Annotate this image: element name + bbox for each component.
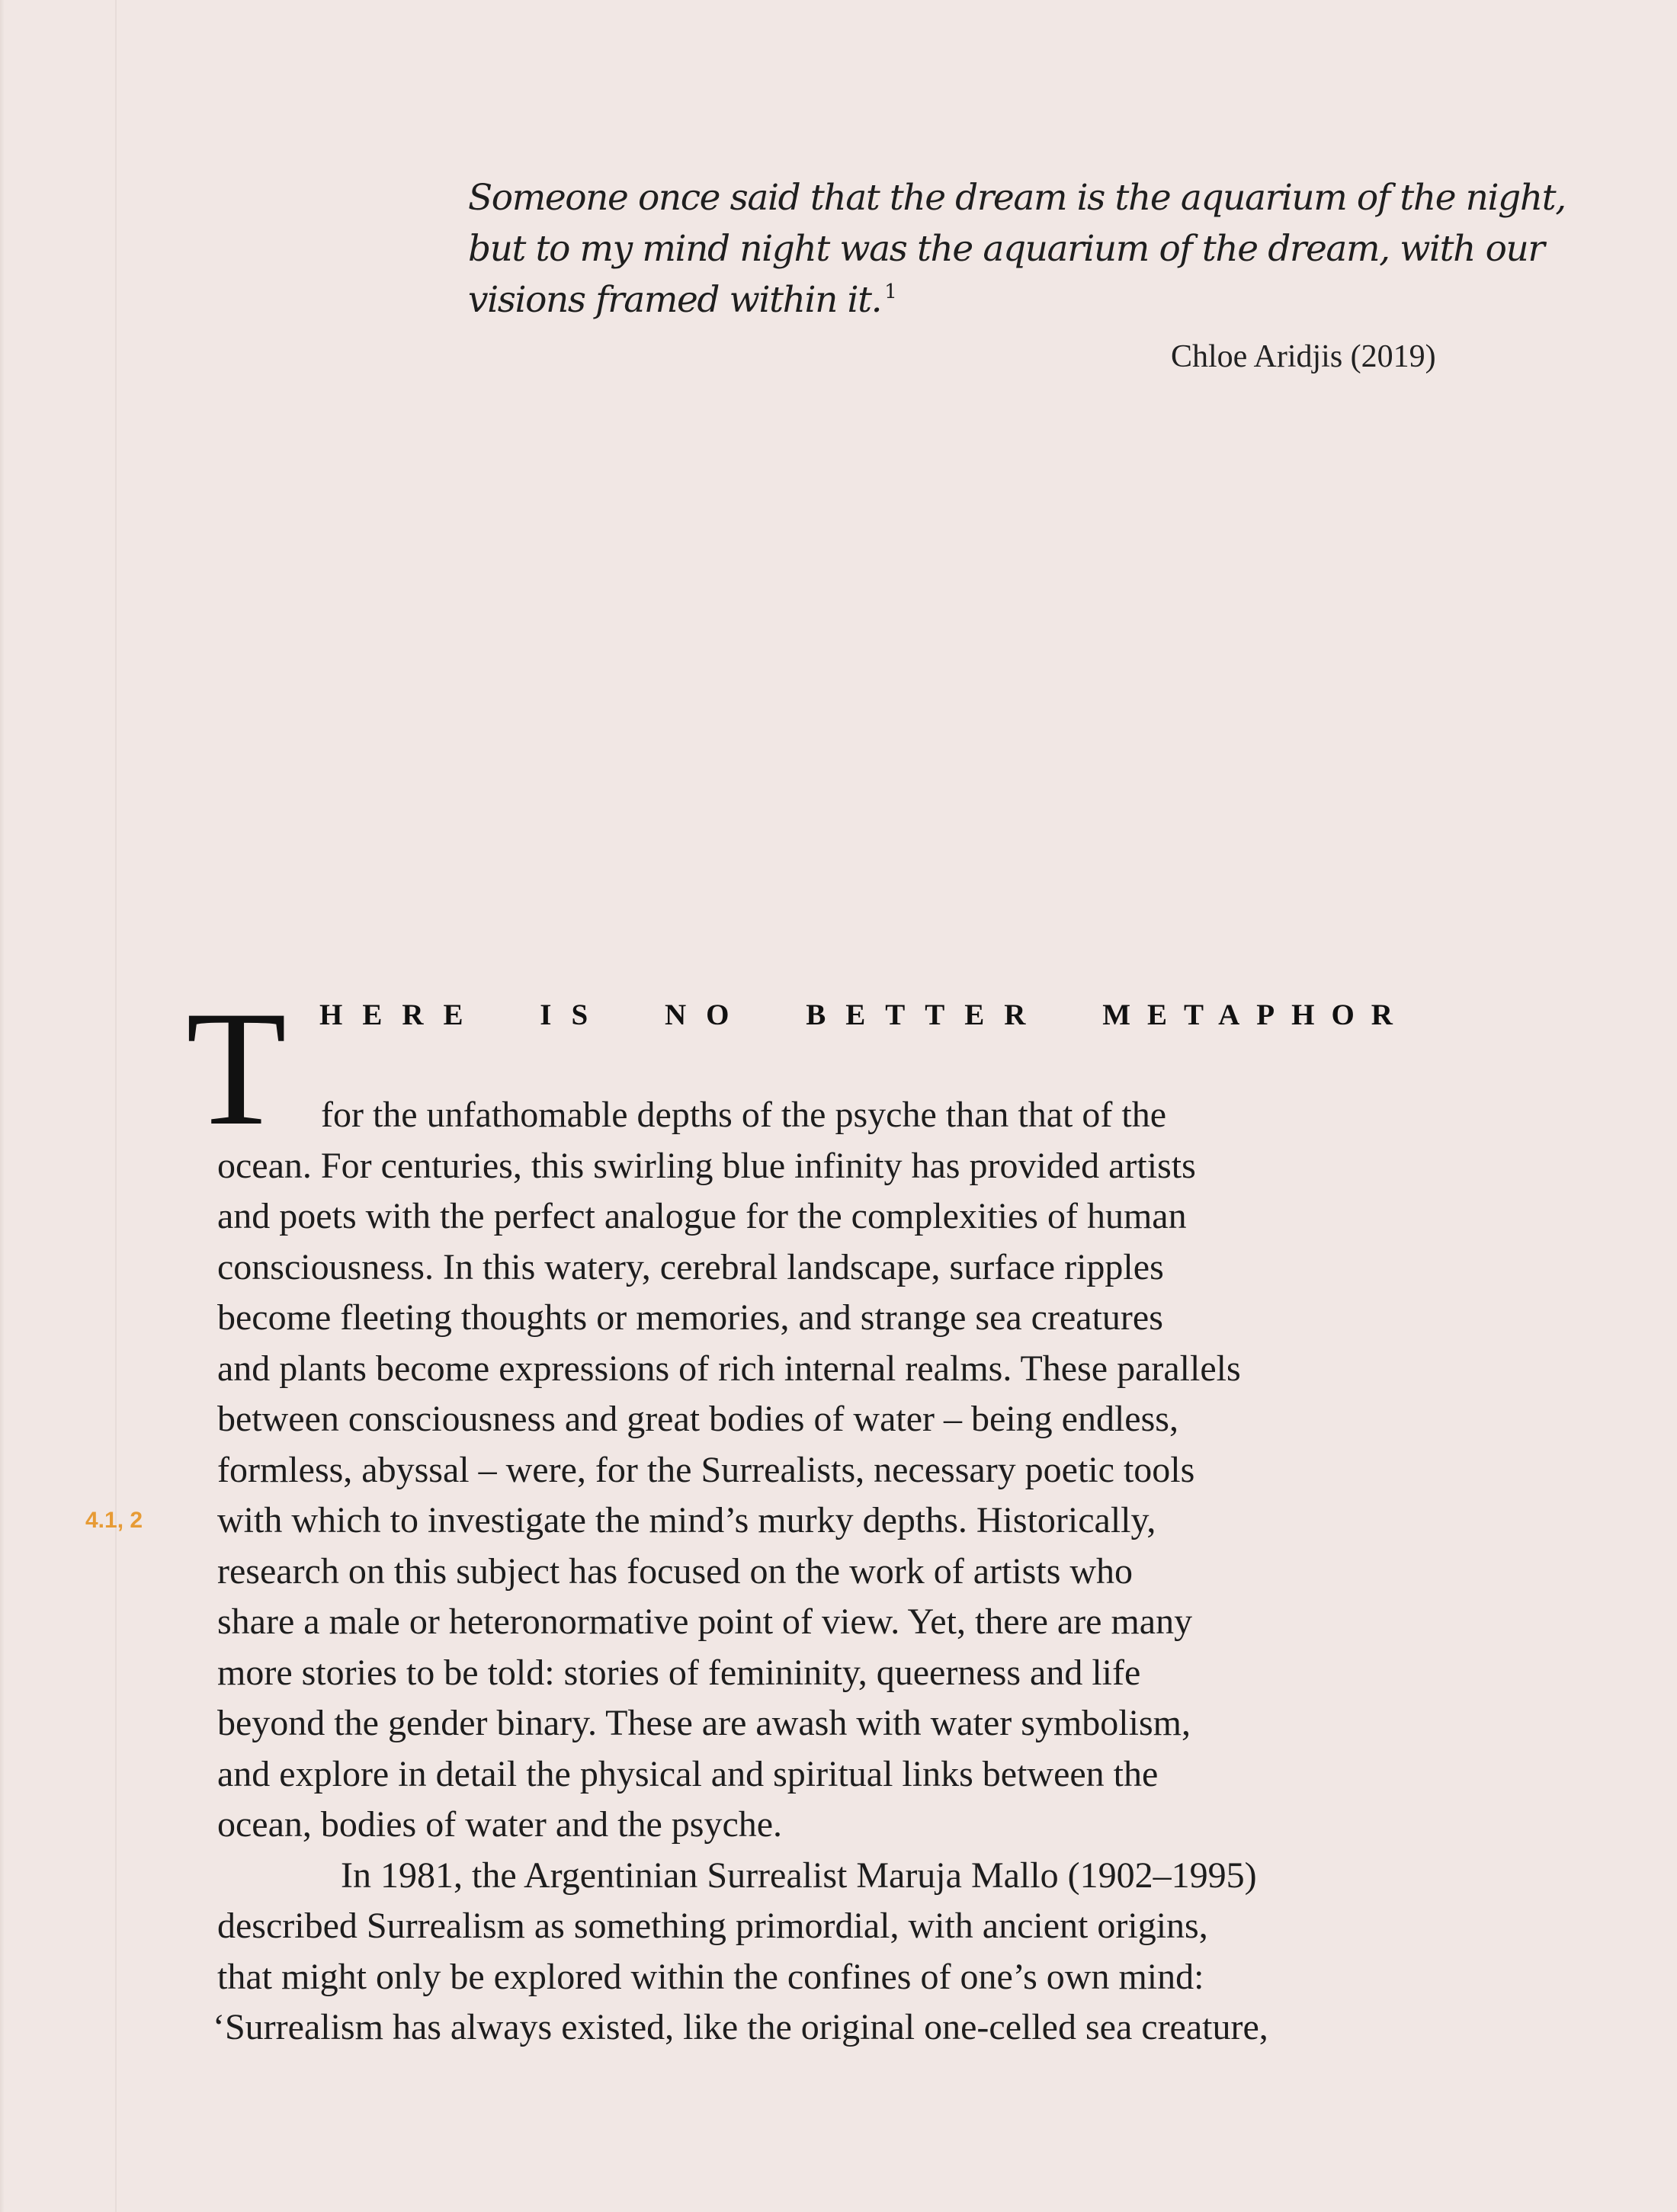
body-line: In 1981, the Argentinian Surrealist Maruja Mallo (1902–1995) xyxy=(341,1855,1257,1896)
lead-word: HERE xyxy=(319,999,483,1031)
epigraph-quote xyxy=(468,172,1566,325)
body-line: share a male or heteronormative point of view. Yet, there are many xyxy=(217,1601,1193,1642)
epigraph-line: but to my mind night was the aquarium of the dream, with our xyxy=(468,228,1544,270)
lead-word: NO xyxy=(664,999,749,1031)
body-line: and poets with the perfect analogue for the complexities of human xyxy=(217,1196,1187,1236)
epigraph-line-text: visions framed within it. xyxy=(468,279,882,321)
body-line: become fleeting thoughts or memories, and strange sea creatures xyxy=(217,1297,1163,1338)
gutter-rule xyxy=(115,0,117,2212)
lead-in-small-caps xyxy=(319,992,1409,1038)
body-line: and plants become expressions of rich internal realms. These parallels xyxy=(217,1348,1241,1389)
body-line: ocean. For centuries, this swirling blue infinity has provided artists xyxy=(217,1145,1196,1186)
body-text xyxy=(213,1090,1467,2053)
margin-cross-reference[interactable]: 4.1, 2 xyxy=(85,1508,143,1533)
body-line: for the unfathomable depths of the psyche than that of the xyxy=(321,1095,1166,1135)
body-line: between consciousness and great bodies of water – being endless, xyxy=(217,1399,1178,1439)
body-line: that might only be explored within the confines of one’s own mind: xyxy=(217,1956,1204,1997)
epigraph-line xyxy=(468,274,1550,325)
body-line: described Surrealism as something primordial, with ancient origins, xyxy=(217,1906,1208,1946)
body-line: consciousness. In this watery, cerebral landscape, surface ripples xyxy=(217,1246,1164,1287)
body-line: ‘Surrealism has always existed, like the original one-celled sea creature, xyxy=(213,2007,1268,2047)
body-line: more stories to be told: stories of femininity, queerness and life xyxy=(217,1652,1141,1693)
page-edge-shade xyxy=(0,0,5,2212)
epigraph-line: Someone once said that the dream is the aquarium of the night, xyxy=(468,177,1566,219)
body-line: formless, abyssal – were, for the Surrealists, necessary poetic tools xyxy=(217,1449,1195,1490)
body-line: with which to investigate the mind’s murky depths. Historically, xyxy=(217,1500,1156,1540)
body-line: research on this subject has focused on the work of artists who xyxy=(217,1550,1133,1592)
footnote-marker[interactable]: 1 xyxy=(884,281,896,303)
epigraph-attribution: Chloe Aridjis (2019) xyxy=(1171,339,1436,374)
lead-word: METAPHOR xyxy=(1102,999,1409,1031)
body-line: beyond the gender binary. These are awash with water symbolism, xyxy=(217,1703,1191,1743)
drop-cap: T xyxy=(186,977,287,1159)
body-line: ocean, bodies of water and the psyche. xyxy=(217,1804,783,1845)
lead-word: BETTER xyxy=(806,999,1046,1031)
lead-word: IS xyxy=(540,999,608,1031)
body-line: and explore in detail the physical and spiritual links between the xyxy=(217,1753,1159,1794)
